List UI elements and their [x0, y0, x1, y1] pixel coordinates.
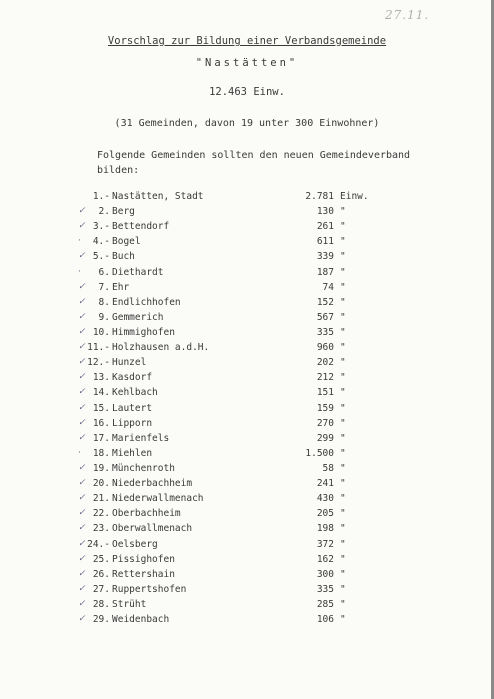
population-unit: " — [340, 538, 346, 550]
list-item — [0, 282, 494, 297]
item-number: 11.- — [87, 342, 110, 354]
population-unit: " — [340, 326, 346, 338]
list-item — [0, 493, 494, 508]
item-number: 29. — [92, 614, 110, 626]
population-value: 130 — [316, 206, 334, 218]
population-value: 212 — [316, 372, 334, 384]
list-item — [0, 463, 494, 478]
municipality-name: Hunzel — [112, 357, 147, 369]
population-value: 300 — [316, 568, 334, 580]
handwritten-note: 27.11. — [385, 8, 430, 22]
item-number: 20. — [92, 478, 110, 490]
population-value: 372 — [316, 538, 334, 550]
list-item — [0, 191, 494, 206]
population-unit: " — [340, 598, 346, 610]
check-mark: ✓ — [78, 357, 86, 368]
municipality-name: Holzhausen a.d.H. — [112, 342, 210, 354]
list-item — [0, 418, 494, 433]
list-item — [0, 569, 494, 584]
item-number: 12.- — [87, 357, 110, 369]
list-item — [0, 584, 494, 599]
item-number: 25. — [92, 553, 110, 565]
municipality-name: Ehr — [112, 281, 130, 293]
check-mark: ✓ — [78, 432, 86, 443]
municipality-name: Himmighofen — [112, 326, 175, 338]
check-mark: ✓ — [78, 311, 86, 322]
check-mark: ✓ — [78, 387, 86, 398]
municipality-name: Bettendorf — [112, 221, 170, 233]
list-item — [0, 554, 494, 569]
summary-line: (31 Gemeinden, davon 19 unter 300 Einwohner) — [114, 118, 380, 129]
check-mark: ✓ — [78, 372, 86, 383]
item-number: 6. — [98, 266, 110, 278]
population-unit: " — [340, 296, 346, 308]
item-number: 8. — [98, 296, 110, 308]
population-value: 187 — [316, 266, 334, 278]
population-unit: " — [340, 402, 346, 414]
population-value: 241 — [316, 478, 334, 490]
population-unit: " — [340, 417, 346, 429]
population-unit: " — [340, 251, 346, 263]
population-unit: " — [340, 568, 346, 580]
item-number: 2. — [98, 206, 110, 218]
population-unit: " — [340, 553, 346, 565]
check-mark: ✓ — [78, 478, 86, 489]
item-number: 14. — [92, 387, 110, 399]
item-number: 24.- — [87, 538, 110, 550]
population-unit: " — [340, 372, 346, 384]
municipality-name: Weidenbach — [112, 614, 170, 626]
list-item — [0, 267, 494, 282]
population-unit: Einw. — [340, 191, 369, 202]
item-number: 26. — [92, 568, 110, 580]
municipality-name: Gemmerich — [112, 311, 164, 323]
check-mark: · — [78, 236, 81, 247]
population-value: 335 — [316, 583, 334, 595]
municipality-list — [0, 191, 494, 629]
item-number: 10. — [92, 326, 110, 338]
item-number: 5.- — [92, 251, 110, 263]
check-mark: ✓ — [78, 417, 86, 428]
item-number: 22. — [92, 508, 110, 520]
population-value: 202 — [316, 357, 334, 369]
intro-text: Folgende Gemeinden sollten den neuen Gemeindeverband bilden: — [97, 150, 411, 176]
population-unit: " — [340, 447, 346, 459]
list-item — [0, 327, 494, 342]
population-unit: " — [340, 206, 346, 218]
municipality-name: Lautert — [112, 402, 153, 414]
population-value: 198 — [316, 523, 334, 535]
list-item — [0, 372, 494, 387]
population-unit: " — [340, 357, 346, 369]
check-mark: · — [78, 266, 81, 277]
population-unit: " — [340, 221, 346, 233]
population-value: 1.500 — [305, 447, 334, 459]
item-number: 17. — [92, 432, 110, 444]
item-number: 15. — [92, 402, 110, 414]
check-mark: ✓ — [78, 221, 86, 232]
population-unit: " — [340, 236, 346, 248]
population-unit: " — [340, 281, 346, 293]
municipality-name: Pissighofen — [112, 553, 175, 565]
item-number: 23. — [92, 523, 110, 535]
check-mark: · — [78, 447, 81, 458]
municipality-name: Kehlbach — [112, 387, 158, 399]
item-number: 28. — [92, 598, 110, 610]
municipality-name: Strüht — [112, 598, 147, 610]
population-value: 58 — [322, 462, 334, 474]
list-item — [0, 403, 494, 418]
list-item — [0, 206, 494, 221]
item-number: 13. — [92, 372, 110, 384]
population-value: 430 — [316, 493, 334, 505]
check-mark: ✓ — [78, 614, 86, 625]
check-mark: ✓ — [78, 538, 86, 549]
population-unit: " — [340, 478, 346, 490]
list-item — [0, 433, 494, 448]
population-value: 152 — [316, 296, 334, 308]
population-value: 960 — [316, 342, 334, 354]
municipality-name: Lipporn — [112, 417, 153, 429]
population-unit: " — [340, 583, 346, 595]
municipality-name: Niederbachheim — [112, 478, 193, 490]
population-value: 611 — [316, 236, 334, 248]
population-unit: " — [340, 493, 346, 505]
item-number: 9. — [98, 311, 110, 323]
population-value: 335 — [316, 326, 334, 338]
list-item — [0, 508, 494, 523]
municipality-name: Endlichhofen — [112, 296, 181, 308]
check-mark: ✓ — [78, 583, 86, 594]
municipality-name: Marienfels — [112, 432, 170, 444]
check-mark: ✓ — [78, 402, 86, 413]
municipality-name: Bogel — [112, 236, 141, 248]
population-value: 205 — [316, 508, 334, 520]
population-unit: " — [340, 266, 346, 278]
item-number: 1.- — [92, 191, 110, 202]
check-mark: ✓ — [78, 206, 86, 217]
municipality-name: Miehlen — [112, 447, 153, 459]
municipality-name: Niederwallmenach — [112, 493, 204, 505]
check-mark: ✓ — [78, 553, 86, 564]
item-number: 4.- — [92, 236, 110, 248]
check-mark: ✓ — [78, 568, 86, 579]
municipality-name: Oelsberg — [112, 538, 158, 550]
municipality-name: Rettershain — [112, 568, 175, 580]
population-value: 106 — [316, 614, 334, 626]
population-unit: " — [340, 614, 346, 626]
population-unit: " — [340, 508, 346, 520]
check-mark: ✓ — [78, 342, 86, 353]
check-mark: ✓ — [78, 296, 86, 307]
population-value: 151 — [316, 387, 334, 399]
municipality-name: Diethardt — [112, 266, 164, 278]
item-number: 21. — [92, 493, 110, 505]
list-item — [0, 523, 494, 538]
population-value: 270 — [316, 417, 334, 429]
check-mark: ✓ — [78, 281, 86, 292]
list-item — [0, 599, 494, 614]
list-item — [0, 297, 494, 312]
population-value: 299 — [316, 432, 334, 444]
item-number: 16. — [92, 417, 110, 429]
item-number: 27. — [92, 583, 110, 595]
item-number: 3.- — [92, 221, 110, 233]
list-item — [0, 251, 494, 266]
list-item — [0, 614, 494, 629]
population-unit: " — [340, 311, 346, 323]
municipality-name: Oberwallmenach — [112, 523, 193, 535]
municipality-name: Münchenroth — [112, 462, 175, 474]
check-mark: ✓ — [78, 598, 86, 609]
total-population: 12.463 Einw. — [209, 86, 285, 98]
list-item — [0, 342, 494, 357]
population-value: 567 — [316, 311, 334, 323]
population-unit: " — [340, 523, 346, 535]
list-item — [0, 236, 494, 251]
list-item — [0, 387, 494, 402]
check-mark: ✓ — [78, 523, 86, 534]
municipality-name: Berg — [112, 206, 135, 218]
item-number: 18. — [92, 447, 110, 459]
item-number: 19. — [92, 462, 110, 474]
population-unit: " — [340, 342, 346, 354]
population-value: 159 — [316, 402, 334, 414]
population-unit: " — [340, 432, 346, 444]
population-value: 339 — [316, 251, 334, 263]
list-item — [0, 448, 494, 463]
item-number: 7. — [98, 281, 110, 293]
list-item — [0, 539, 494, 554]
population-unit: " — [340, 462, 346, 474]
list-item — [0, 357, 494, 372]
municipality-name: Nastätten, Stadt — [112, 191, 204, 202]
population-unit: " — [340, 387, 346, 399]
municipality-name: Buch — [112, 251, 135, 263]
town-name: "Nastätten" — [195, 57, 299, 69]
population-value: 285 — [316, 598, 334, 610]
municipality-name: Ruppertshofen — [112, 583, 187, 595]
check-mark: ✓ — [78, 251, 86, 262]
population-value: 162 — [316, 553, 334, 565]
list-item — [0, 312, 494, 327]
check-mark: ✓ — [78, 508, 86, 519]
municipality-name: Oberbachheim — [112, 508, 181, 520]
check-mark: ✓ — [78, 462, 86, 473]
check-mark: ✓ — [78, 493, 86, 504]
check-mark: ✓ — [78, 326, 86, 337]
list-item — [0, 221, 494, 236]
municipality-name: Kasdorf — [112, 372, 153, 384]
population-value: 2.781 — [305, 191, 334, 202]
population-value: 261 — [316, 221, 334, 233]
population-value: 74 — [322, 281, 334, 293]
document-title: Vorschlag zur Bildung einer Verbandsgemeinde — [107, 35, 387, 47]
list-item — [0, 478, 494, 493]
